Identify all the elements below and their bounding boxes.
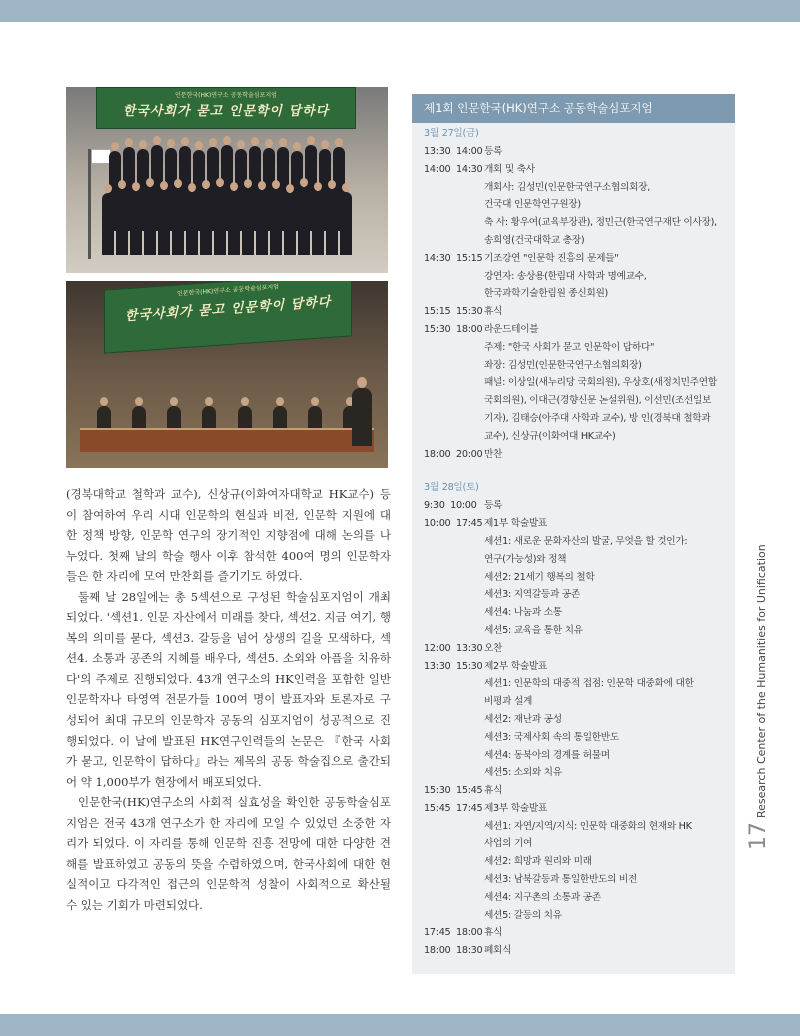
- schedule-line: 교수), 신상규(이화여대 HK교수): [484, 430, 616, 442]
- schedule-description: [484, 497, 730, 515]
- schedule-row: [424, 924, 730, 942]
- schedule-description: [484, 782, 730, 800]
- schedule-line: 기조강연 "인문학 진흥의 문제들": [484, 252, 619, 264]
- schedule-line: 세션1: 새로운 문화자산의 발굴, 무엇을 할 것인가:: [484, 535, 688, 547]
- schedule-description: [484, 161, 730, 250]
- schedule-row: [424, 321, 730, 446]
- schedule-line: 제3부 학술발표: [484, 802, 547, 814]
- schedule-line: 폐회식: [484, 945, 512, 957]
- schedule-line: 세션1: 인문학의 대중적 접점: 인문학 대중화에 대한: [484, 678, 694, 690]
- schedule-row: [424, 800, 730, 925]
- day1-date: 3월 27일(금): [424, 128, 479, 139]
- schedule-line: 만찬: [484, 448, 503, 460]
- side-label: [746, 544, 771, 850]
- banner-title: 한국사회가 묻고 인문학이 답하다: [122, 104, 330, 119]
- event-banner: [96, 87, 356, 129]
- schedule-line: 세션4: 나눔과 소통: [484, 607, 562, 619]
- schedule-line: 제2부 학술발표: [484, 660, 547, 672]
- banner-subtitle: 인문한국(HK)연구소 공동학술심포지엄: [177, 283, 279, 298]
- schedule-description: [484, 143, 730, 161]
- schedule-line: 휴식: [484, 785, 503, 797]
- schedule-line: 개회사: 김성민(인문한국연구소협의회장,: [484, 181, 650, 193]
- schedule-time: 9:30 10:00: [424, 500, 477, 512]
- schedule-description: [484, 800, 730, 925]
- bottom-band: [0, 1014, 800, 1036]
- schedule-time: 12:00 13:30: [424, 642, 483, 654]
- schedule-description: [484, 924, 730, 942]
- day1-rows: [424, 143, 730, 463]
- program-title: 제1회 인문한국(HK)연구소 공동학술심포지엄: [412, 94, 735, 123]
- paragraph: 인문한국(HK)연구소의 사회적 실효성을 확인한 공동학술심포지엄은 전국 43개 연구소가 한 자리에 모일 수 있었던 소중한 자리가 되었다. 이 자리를 통해 인문학 진흥 전망에 대한 다양한 견해를 발표하였고 공동의 뜻을 수렴하였으며, 한국사회에 대한 현실적이고 다각적인 접근의 인문학적 성찰이 사회적으로 확산될 수 있는 기회가 마련되었다.: [66, 795, 391, 912]
- schedule-line: 세션4: 동북아의 경계를 허물며: [484, 749, 610, 761]
- schedule-line: 주제: "한국 사회가 묻고 인문학이 답하다": [484, 341, 655, 353]
- article-body: [66, 484, 391, 915]
- top-band: [0, 0, 800, 22]
- day2-date: 3월 28일(토): [424, 482, 479, 494]
- schedule-line: 세션3: 지역갈등과 공존: [484, 589, 580, 601]
- schedule-description: [484, 303, 730, 321]
- schedule-time: 15:15 15:30: [424, 306, 483, 318]
- schedule-line: 세션3: 국제사회 속의 통일한반도: [484, 731, 619, 743]
- schedule-line: 세션1: 자연/지역/지식: 인문학 대중화의 현재와 HK: [484, 820, 692, 832]
- page-number: 17: [746, 822, 771, 850]
- schedule-line: 오찬: [484, 642, 503, 654]
- schedule-description: [484, 250, 730, 303]
- front-row-people: [80, 151, 374, 255]
- schedule-row: [424, 640, 730, 658]
- program-box: [412, 94, 735, 974]
- banner-title: 한국사회가 묻고 인문학이 답하다: [124, 294, 332, 325]
- schedule-row: [424, 446, 730, 464]
- schedule-line: 세션5: 교육을 통한 치유: [484, 624, 583, 636]
- schedule-line: 등록: [484, 500, 503, 512]
- day2-rows: [424, 497, 730, 960]
- schedule-time: 18:00 20:00: [424, 448, 483, 460]
- schedule-row: [424, 161, 730, 250]
- schedule-row: [424, 250, 730, 303]
- schedule-line: 비평과 설계: [484, 696, 533, 708]
- schedule-line: 세션2: 희망과 원리와 미래: [484, 856, 592, 868]
- schedule-line: 개회 및 축사: [484, 163, 535, 175]
- schedule-time: 18:00 18:30: [424, 945, 483, 957]
- schedule-line: 등록: [484, 146, 503, 157]
- schedule-row: [424, 497, 730, 515]
- panelists: [86, 398, 368, 432]
- schedule-time: 13:30 15:30: [424, 660, 483, 672]
- schedule-line: 패널: 이상일(새누리당 국회의원), 우상호(새정치민주연합: [484, 377, 717, 389]
- schedule-description: [484, 658, 730, 783]
- institute-name: Research Center of the Humanities for Unification: [755, 544, 768, 818]
- paragraph: (경북대학교 철학과 교수), 신상규(이화여자대학교 HK교수) 등이 참여하여 우리 시대 인문학의 현실과 비전, 인문학 지원에 대한 정책 방향, 인문학 연구의 장기적인 지향점에 대해 논의를 나누었다. 첫째 날의 학술 행사 이후 참석한 400여 명의 인문학자들은 한 자리에 모여 만찬회를 즐기기도 하였다.: [66, 487, 391, 584]
- schedule-description: [484, 321, 730, 446]
- banner-subtitle: 인문한국(HK)연구소 공동학술심포지엄: [175, 92, 277, 99]
- schedule-line: 축 사: 황우여(교육부장관), 정민근(한국연구재단 이사장),: [484, 217, 717, 229]
- roundtable-photo: [66, 281, 388, 468]
- schedule-description: [484, 446, 730, 464]
- schedule-row: [424, 143, 730, 161]
- schedule-time: 10:00 17:45: [424, 518, 483, 530]
- schedule-time: 14:30 15:15: [424, 252, 483, 264]
- speaker: [352, 388, 372, 446]
- schedule-row: [424, 303, 730, 321]
- schedule-line: 휴식: [484, 306, 503, 318]
- schedule-time: 15:45 17:45: [424, 802, 483, 814]
- schedule-line: 세션4: 지구촌의 소통과 공존: [484, 891, 601, 903]
- schedule-line: 송희영(건국대학교 총장): [484, 234, 585, 246]
- schedule-line: 세션3: 남북갈등과 통일한반도의 비전: [484, 874, 638, 886]
- schedule-line: 기자), 김태승(아주대 사학과 교수), 방 인(경북대 철학과: [484, 412, 711, 424]
- schedule-row: [424, 942, 730, 960]
- schedule-row: [424, 515, 730, 640]
- schedule-line: 휴식: [484, 927, 503, 939]
- schedule-line: 제1부 학술발표: [484, 518, 547, 530]
- schedule-line: 좌장: 김성민(인문한국연구소협의회장): [484, 359, 642, 371]
- symposium-group-photo: [66, 87, 388, 273]
- schedule-line: 세션2: 21세기 행복의 철학: [484, 571, 595, 583]
- schedule-line: 세션5: 소외와 치유: [484, 767, 562, 779]
- schedule-line: 사업의 기여: [484, 838, 533, 850]
- schedule-description: [484, 942, 730, 960]
- schedule-line: 연구(가능성)와 정책: [484, 553, 567, 565]
- schedule-description: [484, 515, 730, 640]
- schedule-description: [484, 640, 730, 658]
- schedule-line: 국회의원), 이대근(경향신문 논설위원), 이선민(조선일보: [484, 395, 712, 407]
- schedule-time: 17:45 18:00: [424, 927, 483, 939]
- schedule-line: 세션5: 갈등의 치유: [484, 909, 562, 921]
- panel-table: [80, 428, 374, 452]
- schedule-line: 건국대 인문학연구원장): [484, 199, 581, 211]
- paragraph: 둘째 날 28일에는 총 5섹션으로 구성된 학술심포지엄이 개최되었다. '섹션1. 인문 자산에서 미래를 찾다, 섹션2. 지금 여기, 행복의 의미를 묻다, 섹션3. 갈등을 넘어 상생의 길을 모색하다, 섹션4. 소통과 공존의 지혜를 배우다, 섹션5. 소외와 아픔을 치유하다'의 주제로 진행되었다. 43개 연구소의 HK인력을 포함한 일반 인문학자나 타영역 전문가들 100여 명이 발표자와 토론자로 구성되어 최대 규모의 인문학자 공동의 심포지엄이 성공적으로 진행되었다. 이 날에 발표된 HK연구인력들의 논문은 『한국 사회가 묻고, 인문학이 답하다』라는 제목의 공동 학술집으로 출간되어 약 1,000부가 현장에서 배포되었다.: [66, 589, 391, 789]
- program-schedule: [424, 125, 730, 960]
- schedule-row: [424, 658, 730, 783]
- schedule-line: 강연자: 송상용(한림대 사학과 명예교수,: [484, 270, 647, 282]
- schedule-row: [424, 782, 730, 800]
- schedule-time: 15:30 15:45: [424, 785, 483, 797]
- event-banner: [104, 281, 352, 354]
- schedule-time: 14:00 14:30: [424, 163, 483, 175]
- schedule-line: 라운드테이블: [484, 323, 539, 335]
- schedule-time: 15:30 18:00: [424, 323, 483, 335]
- schedule-line: 세션2: 재난과 공성: [484, 713, 562, 725]
- schedule-time: 13:30 14:00: [424, 146, 483, 157]
- schedule-line: 한국과학기술한림원 종신회원): [484, 288, 609, 300]
